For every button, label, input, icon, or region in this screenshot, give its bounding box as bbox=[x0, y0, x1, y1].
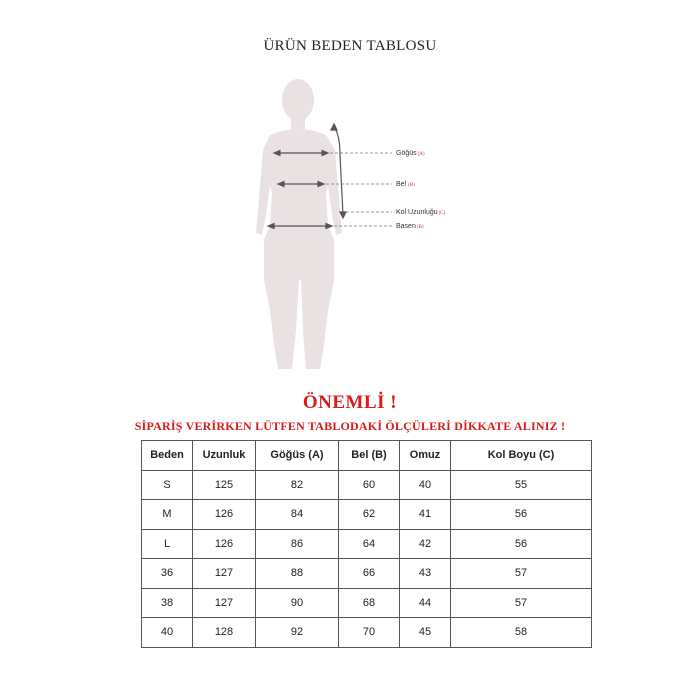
header-uzunluk: Uzunluk bbox=[193, 441, 256, 471]
table-cell: 126 bbox=[193, 500, 256, 530]
table-cell: 68 bbox=[339, 588, 400, 618]
body-silhouette bbox=[256, 79, 342, 369]
table-cell: 84 bbox=[256, 500, 339, 530]
table-cell: S bbox=[142, 470, 193, 500]
table-header-row bbox=[142, 441, 592, 471]
table-row bbox=[142, 588, 592, 618]
important-heading: ÖNEMLİ ! bbox=[302, 392, 398, 413]
table-row bbox=[142, 559, 592, 589]
table-cell: 90 bbox=[256, 588, 339, 618]
table-cell: 88 bbox=[256, 559, 339, 589]
size-table bbox=[141, 440, 592, 648]
table-row bbox=[142, 529, 592, 559]
table-cell: 56 bbox=[451, 529, 592, 559]
body-silhouette-diagram bbox=[200, 75, 480, 375]
table-cell: 42 bbox=[400, 529, 451, 559]
table-cell: 128 bbox=[193, 618, 256, 648]
header-omuz: Omuz bbox=[400, 441, 451, 471]
header-kol-boyu: Kol Boyu (C) bbox=[451, 441, 592, 471]
table-cell: 55 bbox=[451, 470, 592, 500]
table-cell: 92 bbox=[256, 618, 339, 648]
table-cell: 62 bbox=[339, 500, 400, 530]
table-cell: 70 bbox=[339, 618, 400, 648]
chest-label: Göğüs(A) bbox=[396, 150, 425, 157]
table-cell: 127 bbox=[193, 588, 256, 618]
table-cell: M bbox=[142, 500, 193, 530]
table-row bbox=[142, 618, 592, 648]
table-cell: 57 bbox=[451, 588, 592, 618]
header-gogus: Göğüs (A) bbox=[256, 441, 339, 471]
order-notice: SİPARİŞ VERİRKEN LÜTFEN TABLODAKİ ÖLÇÜLERİ DİKKATE ALINIZ ! bbox=[134, 419, 566, 433]
table-cell: 66 bbox=[339, 559, 400, 589]
table-cell: 56 bbox=[451, 500, 592, 530]
table-row bbox=[142, 500, 592, 530]
table-cell: 64 bbox=[339, 529, 400, 559]
table-cell: L bbox=[142, 529, 193, 559]
table-cell: 126 bbox=[193, 529, 256, 559]
table-cell: 44 bbox=[400, 588, 451, 618]
hip-label: Basen(B) bbox=[396, 223, 424, 230]
table-cell: 40 bbox=[400, 470, 451, 500]
header-beden: Beden bbox=[142, 441, 193, 471]
waist-label: Bel (B) bbox=[396, 181, 415, 188]
table-cell: 57 bbox=[451, 559, 592, 589]
table-cell: 41 bbox=[400, 500, 451, 530]
table-cell: 127 bbox=[193, 559, 256, 589]
table-cell: 60 bbox=[339, 470, 400, 500]
table-row bbox=[142, 470, 592, 500]
header-bel: Bel (B) bbox=[339, 441, 400, 471]
table-cell: 125 bbox=[193, 470, 256, 500]
arm-length-label: Kol Uzunluğu(C) bbox=[396, 209, 446, 216]
page-title: ÜRÜN BEDEN TABLOSU bbox=[263, 38, 437, 54]
table-cell: 43 bbox=[400, 559, 451, 589]
table-cell: 58 bbox=[451, 618, 592, 648]
table-cell: 38 bbox=[142, 588, 193, 618]
table-cell: 36 bbox=[142, 559, 193, 589]
table-cell: 86 bbox=[256, 529, 339, 559]
table-cell: 40 bbox=[142, 618, 193, 648]
table-cell: 82 bbox=[256, 470, 339, 500]
table-cell: 45 bbox=[400, 618, 451, 648]
